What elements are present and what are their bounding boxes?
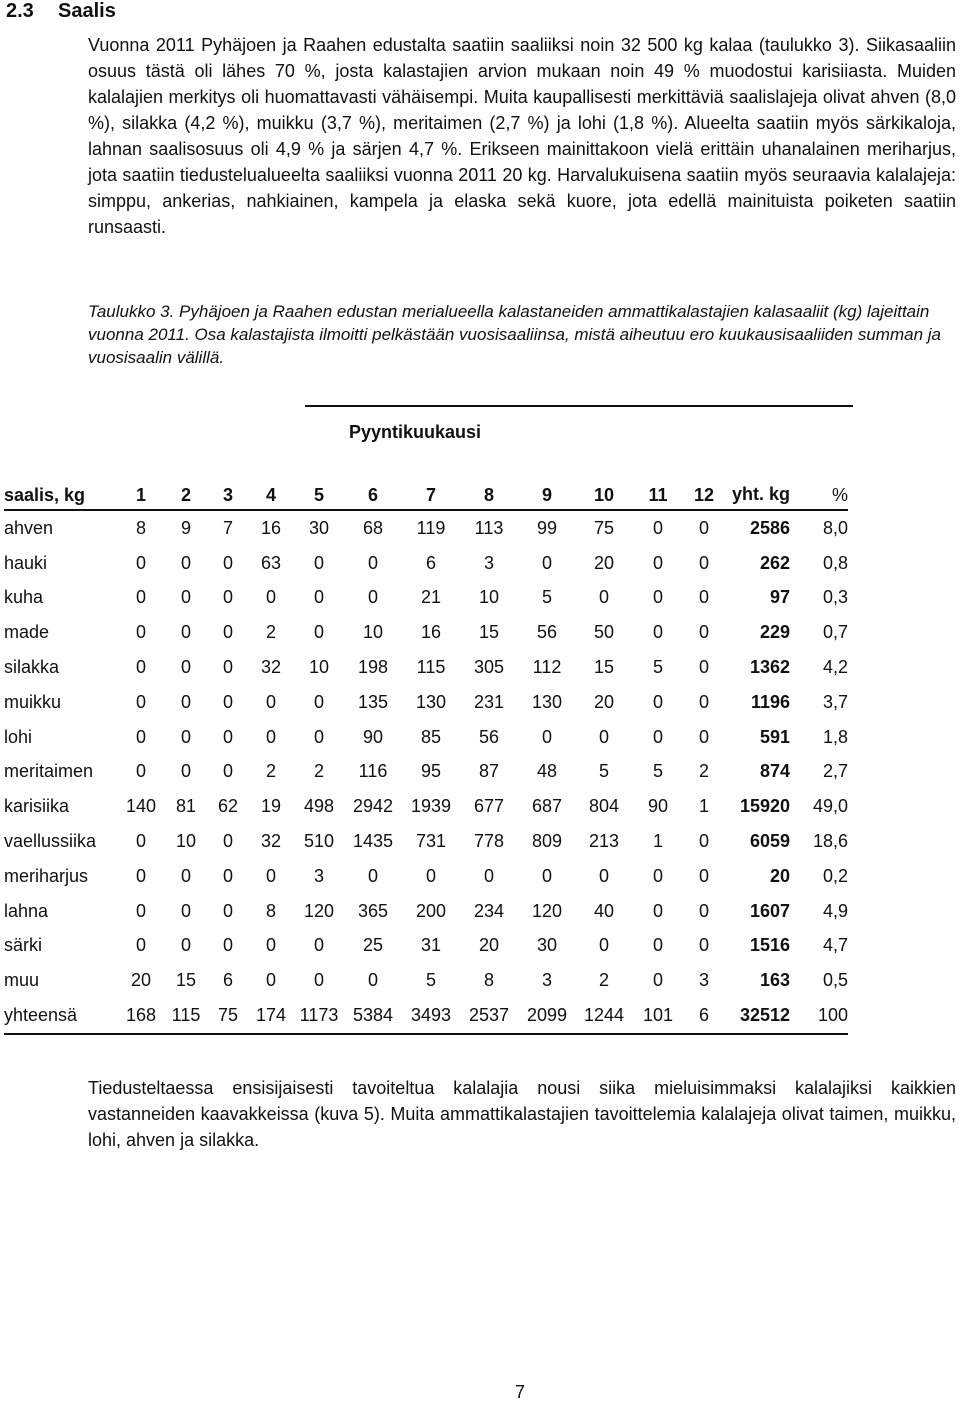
total-cell: 163 — [759, 970, 790, 991]
percent-cell: 100 — [796, 998, 848, 1034]
species-cell: yhteensä — [4, 998, 118, 1034]
month-cell: 0 — [698, 831, 709, 852]
total-cell: 1607 — [749, 900, 790, 921]
table-row — [4, 755, 848, 790]
month-cell: 32 — [260, 831, 282, 852]
month-cell: 0 — [652, 622, 663, 643]
table-row — [4, 650, 848, 685]
month-cell: 0 — [180, 726, 191, 747]
month-cell: 0 — [180, 552, 191, 573]
month-cell: 213 — [588, 831, 620, 852]
month-cell: 498 — [303, 796, 335, 817]
month-cell: 5 — [425, 970, 436, 991]
month-cell: 168 — [118, 998, 164, 1034]
month-cell: 0 — [598, 587, 609, 608]
month-cell: 16 — [260, 517, 282, 538]
column-header: saalis, kg — [4, 485, 86, 505]
table-row — [4, 685, 848, 720]
month-cell: 0 — [265, 970, 276, 991]
column-header: yht. kg — [731, 484, 790, 504]
month-cell: 0 — [598, 726, 609, 747]
month-cell: 120 — [303, 900, 335, 921]
month-cell: 2 — [698, 761, 709, 782]
percent-cell: 4,7 — [822, 935, 848, 956]
species-cell: muikku — [4, 691, 62, 712]
month-cell: 0 — [222, 552, 233, 573]
month-cell: 6 — [684, 998, 724, 1034]
month-cell: 75 — [593, 517, 615, 538]
month-cell: 677 — [473, 796, 505, 817]
month-cell: 0 — [180, 691, 191, 712]
month-cell: 15 — [593, 657, 615, 678]
month-cell: 6 — [425, 552, 436, 573]
month-cell: 3493 — [402, 998, 460, 1034]
month-cell: 1244 — [576, 998, 632, 1034]
month-cell: 1173 — [294, 998, 344, 1034]
month-cell: 0 — [652, 865, 663, 886]
species-cell: hauki — [4, 552, 48, 573]
month-cell: 68 — [362, 517, 384, 538]
table-row — [4, 546, 848, 581]
column-header: 1 — [135, 485, 146, 505]
month-cell: 0 — [222, 900, 233, 921]
month-cell: 5384 — [344, 998, 402, 1034]
month-cell: 0 — [222, 587, 233, 608]
table-row — [4, 859, 848, 894]
month-cell: 0 — [180, 587, 191, 608]
intro-paragraph: Vuonna 2011 Pyhäjoen ja Raahen edustalta saatiin saaliiksi noin 32 500 kg kalaa (taulukko 3). Siikasaaliin osuus tästä oli lähes 70 %, josta kalastajien arvion mukaan noin 49 % muodostui karisiiasta. Muiden kalalajien merkitys oli huomattavasti vähäisempi. Muita kaupallisesti merkittäviä saalislajeja olivat ahven (8,0 %), silakka (4,2 %), muikku (3,7 %), meritaimen (2,7 %) ja lohi (1,8 %). Alueelta saatiin myös särkikaloja, lahnan saalisosuus oli 4,9 % ja särjen 4,7 %. Erikseen mainittakoon vielä erittäin uhanalainen meriharjus, jota saatiin tiedustelualueelta saaliiksi vuonna 2011 20 kg. Harvalukuisena saatiin myös seuraavia kalalajeja: simppu, ankerias, nahkiainen, kampela ja elaska sekä kuore, jota edellä mainituista poiketen saatiin runsaasti. — [88, 35, 956, 237]
month-cell: 30 — [536, 935, 558, 956]
table-row — [4, 963, 848, 998]
month-cell: 198 — [357, 657, 389, 678]
month-cell: 0 — [313, 622, 324, 643]
column-header: 2 — [180, 485, 191, 505]
table-row — [4, 581, 848, 616]
month-cell: 63 — [260, 552, 282, 573]
species-cell: karisiika — [4, 796, 70, 817]
month-cell: 1 — [698, 796, 709, 817]
month-cell: 119 — [416, 517, 446, 538]
month-cell: 809 — [531, 831, 563, 852]
total-cell: 20 — [769, 865, 790, 886]
month-cell: 687 — [531, 796, 563, 817]
month-cell: 3 — [541, 970, 552, 991]
month-cell: 0 — [698, 691, 709, 712]
month-cell: 0 — [313, 726, 324, 747]
percent-cell: 18,6 — [812, 831, 848, 852]
month-cell: 101 — [632, 998, 684, 1034]
month-cell: 0 — [367, 587, 378, 608]
month-cell: 231 — [473, 691, 505, 712]
month-cell: 2537 — [460, 998, 518, 1034]
month-cell: 7 — [222, 517, 233, 538]
total-cell: 15920 — [739, 796, 790, 817]
month-cell: 130 — [415, 691, 447, 712]
species-cell: muu — [4, 970, 40, 991]
month-cell: 87 — [478, 761, 500, 782]
month-cell: 21 — [420, 587, 442, 608]
month-cell: 116 — [358, 761, 388, 782]
month-cell: 90 — [647, 796, 669, 817]
month-cell: 0 — [222, 657, 233, 678]
percent-cell: 4,9 — [822, 900, 848, 921]
month-cell: 2942 — [352, 796, 394, 817]
month-cell: 0 — [265, 691, 276, 712]
month-cell: 3 — [483, 552, 494, 573]
page-number: 7 — [515, 1382, 526, 1402]
percent-cell: 0,7 — [822, 622, 848, 643]
month-cell: 8 — [483, 970, 494, 991]
month-cell: 0 — [135, 587, 146, 608]
table-row — [4, 998, 848, 1034]
month-cell: 8 — [265, 900, 276, 921]
month-cell: 20 — [593, 552, 615, 573]
month-cell: 174 — [248, 998, 294, 1034]
species-cell: lohi — [4, 726, 33, 747]
month-cell: 10 — [478, 587, 500, 608]
month-group-header: Pyyntikuukausi — [349, 422, 482, 442]
month-cell: 113 — [474, 517, 504, 538]
month-cell: 0 — [135, 831, 146, 852]
month-cell: 0 — [652, 691, 663, 712]
month-cell: 10 — [175, 831, 197, 852]
month-cell: 0 — [652, 517, 663, 538]
month-cell: 115 — [416, 657, 446, 678]
table-body — [4, 510, 848, 1034]
month-cell: 0 — [698, 657, 709, 678]
month-cell: 0 — [698, 552, 709, 573]
month-cell: 0 — [652, 970, 663, 991]
table-row — [4, 615, 848, 650]
month-cell: 0 — [652, 726, 663, 747]
month-cell: 0 — [598, 935, 609, 956]
month-cell: 778 — [473, 831, 505, 852]
month-cell: 0 — [265, 865, 276, 886]
month-cell: 0 — [135, 865, 146, 886]
month-cell: 140 — [125, 796, 157, 817]
month-cell: 31 — [420, 935, 442, 956]
month-cell: 0 — [180, 900, 191, 921]
table-header-row — [4, 450, 848, 510]
month-cell: 62 — [217, 796, 239, 817]
month-cell: 0 — [367, 865, 378, 886]
month-cell: 20 — [478, 935, 500, 956]
table-row — [4, 789, 848, 824]
month-cell: 2 — [265, 761, 276, 782]
month-cell: 115 — [164, 998, 208, 1034]
month-cell: 5 — [541, 587, 552, 608]
month-cell: 48 — [536, 761, 558, 782]
column-header: 8 — [483, 485, 494, 505]
month-cell: 1 — [652, 831, 663, 852]
month-cell: 0 — [265, 935, 276, 956]
month-cell: 15 — [478, 622, 500, 643]
month-cell: 0 — [222, 935, 233, 956]
month-cell: 3 — [698, 970, 709, 991]
column-header: 12 — [693, 485, 715, 505]
month-cell: 0 — [698, 517, 709, 538]
month-cell: 0 — [180, 865, 191, 886]
month-cell: 2 — [313, 761, 324, 782]
species-cell: lahna — [4, 900, 49, 921]
month-cell: 0 — [698, 622, 709, 643]
month-cell: 5 — [652, 657, 663, 678]
month-cell: 0 — [222, 865, 233, 886]
month-cell: 95 — [420, 761, 442, 782]
month-cell: 5 — [598, 761, 609, 782]
species-cell: meriharjus — [4, 865, 89, 886]
month-cell: 1939 — [410, 796, 452, 817]
month-cell: 234 — [473, 900, 505, 921]
month-cell: 0 — [483, 865, 494, 886]
month-cell: 10 — [308, 657, 330, 678]
percent-cell: 4,2 — [822, 657, 848, 678]
species-cell: made — [4, 622, 50, 643]
month-cell: 0 — [425, 865, 436, 886]
species-cell: kuha — [4, 587, 44, 608]
month-cell: 56 — [536, 622, 558, 643]
month-cell: 3 — [313, 865, 324, 886]
month-cell: 0 — [313, 691, 324, 712]
month-cell: 10 — [362, 622, 384, 643]
month-cell: 0 — [222, 691, 233, 712]
month-cell: 0 — [265, 726, 276, 747]
column-header: 7 — [425, 485, 436, 505]
month-cell: 0 — [541, 726, 552, 747]
month-cell: 0 — [222, 831, 233, 852]
percent-cell: 49,0 — [812, 796, 848, 817]
month-cell: 0 — [313, 552, 324, 573]
month-cell: 6 — [222, 970, 233, 991]
percent-cell: 3,7 — [822, 691, 848, 712]
month-cell: 0 — [180, 657, 191, 678]
month-cell: 50 — [593, 622, 615, 643]
month-cell: 81 — [175, 796, 197, 817]
month-cell: 0 — [313, 970, 324, 991]
month-cell: 85 — [420, 726, 442, 747]
column-header: 9 — [541, 485, 552, 505]
month-cell: 0 — [652, 900, 663, 921]
month-cell: 112 — [532, 657, 562, 678]
month-cell: 99 — [536, 517, 558, 538]
month-cell: 0 — [698, 935, 709, 956]
month-cell: 0 — [367, 970, 378, 991]
month-cell: 0 — [698, 865, 709, 886]
closing-paragraph: Tiedusteltaessa ensisijaisesti tavoiteltua kalalajia nousi siika mieluisimmaksi kalalajiksi kaikkien vastanneiden kaavakkeissa (kuva 5). Muita ammattikalastajien tavoittelemia kalalajeja olivat taimen, muikku, lohi, ahven ja silakka. — [88, 1078, 956, 1150]
month-cell: 0 — [652, 587, 663, 608]
month-cell: 0 — [135, 622, 146, 643]
month-cell: 40 — [593, 900, 615, 921]
month-cell: 135 — [357, 691, 389, 712]
month-cell: 9 — [180, 517, 191, 538]
month-cell: 0 — [135, 552, 146, 573]
month-cell: 804 — [588, 796, 620, 817]
month-cell: 0 — [222, 622, 233, 643]
table-caption: Taulukko 3. Pyhäjoen ja Raahen edustan merialueella kalastaneiden ammattikalastajien kalasaaliit (kg) lajeittain vuonna 2011. Osa kalastajista ilmoitti pelkästään vuosisaaliinsa, mistä aiheutuu ero kuukausisaaliiden summan ja vuosisaalin välillä. — [88, 302, 941, 367]
month-cell: 0 — [698, 900, 709, 921]
month-cell: 30 — [308, 517, 330, 538]
month-cell: 0 — [222, 761, 233, 782]
month-cell: 0 — [265, 587, 276, 608]
species-cell: meritaimen — [4, 761, 94, 782]
total-cell: 874 — [759, 761, 790, 782]
column-header: 5 — [313, 485, 324, 505]
month-cell: 0 — [652, 552, 663, 573]
table-row — [4, 510, 848, 546]
month-cell: 0 — [135, 900, 146, 921]
month-cell: 56 — [478, 726, 500, 747]
month-cell: 16 — [420, 622, 442, 643]
month-cell: 0 — [313, 587, 324, 608]
month-cell: 0 — [135, 657, 146, 678]
month-cell: 365 — [357, 900, 389, 921]
table-row — [4, 824, 848, 859]
total-cell: 6059 — [749, 831, 790, 852]
month-cell: 0 — [313, 935, 324, 956]
percent-cell: 0,8 — [822, 552, 848, 573]
month-cell: 0 — [541, 865, 552, 886]
month-cell: 20 — [593, 691, 615, 712]
species-cell: särki — [4, 935, 43, 956]
month-cell: 5 — [652, 761, 663, 782]
column-header: 4 — [265, 485, 276, 505]
species-cell: silakka — [4, 657, 60, 678]
month-cell: 0 — [698, 726, 709, 747]
catch-table — [4, 450, 848, 1035]
total-cell: 2586 — [749, 517, 790, 538]
month-cell: 20 — [130, 970, 152, 991]
month-cell: 15 — [175, 970, 197, 991]
month-cell: 510 — [303, 831, 335, 852]
total-cell: 97 — [769, 587, 790, 608]
table-row — [4, 720, 848, 755]
table-top-rule — [305, 405, 853, 407]
percent-cell: 0,5 — [822, 970, 848, 991]
section-number: 2.3 — [6, 0, 34, 22]
month-cell: 8 — [135, 517, 146, 538]
total-cell: 32512 — [724, 998, 796, 1034]
month-cell: 0 — [698, 587, 709, 608]
species-cell: vaellussiika — [4, 831, 97, 852]
month-cell: 0 — [135, 761, 146, 782]
month-cell: 32 — [260, 657, 282, 678]
month-cell: 0 — [135, 691, 146, 712]
month-cell: 1435 — [352, 831, 394, 852]
month-cell: 200 — [415, 900, 447, 921]
month-cell: 0 — [541, 552, 552, 573]
month-cell: 2 — [598, 970, 609, 991]
month-cell: 130 — [531, 691, 563, 712]
percent-cell: 1,8 — [822, 726, 848, 747]
column-header: % — [831, 485, 848, 505]
percent-cell: 8,0 — [822, 517, 848, 538]
total-cell: 262 — [759, 552, 790, 573]
month-cell: 0 — [652, 935, 663, 956]
month-cell: 0 — [180, 935, 191, 956]
species-cell: ahven — [4, 517, 54, 538]
month-cell: 0 — [180, 622, 191, 643]
month-cell: 731 — [415, 831, 447, 852]
month-cell: 305 — [473, 657, 505, 678]
total-cell: 591 — [759, 726, 790, 747]
percent-cell: 0,3 — [822, 587, 848, 608]
month-cell: 75 — [208, 998, 248, 1034]
percent-cell: 0,2 — [822, 865, 848, 886]
month-cell: 19 — [260, 796, 282, 817]
month-cell: 0 — [180, 761, 191, 782]
month-cell: 0 — [367, 552, 378, 573]
total-cell: 1362 — [749, 657, 790, 678]
column-header: 11 — [648, 485, 668, 505]
column-header: 6 — [367, 485, 378, 505]
section-title: Saalis — [58, 0, 116, 22]
table-row — [4, 894, 848, 929]
percent-cell: 2,7 — [822, 761, 848, 782]
table-row — [4, 929, 848, 964]
month-cell: 90 — [362, 726, 384, 747]
month-cell: 0 — [222, 726, 233, 747]
month-cell: 2 — [265, 622, 276, 643]
month-cell: 2099 — [518, 998, 576, 1034]
month-cell: 0 — [135, 726, 146, 747]
total-cell: 229 — [759, 622, 790, 643]
month-cell: 0 — [598, 865, 609, 886]
column-header: 10 — [593, 485, 615, 505]
month-cell: 120 — [531, 900, 563, 921]
total-cell: 1196 — [750, 691, 790, 712]
section-heading — [6, 0, 116, 23]
month-cell: 0 — [135, 935, 146, 956]
month-cell: 25 — [362, 935, 384, 956]
column-header: 3 — [222, 485, 233, 505]
total-cell: 1516 — [749, 935, 790, 956]
